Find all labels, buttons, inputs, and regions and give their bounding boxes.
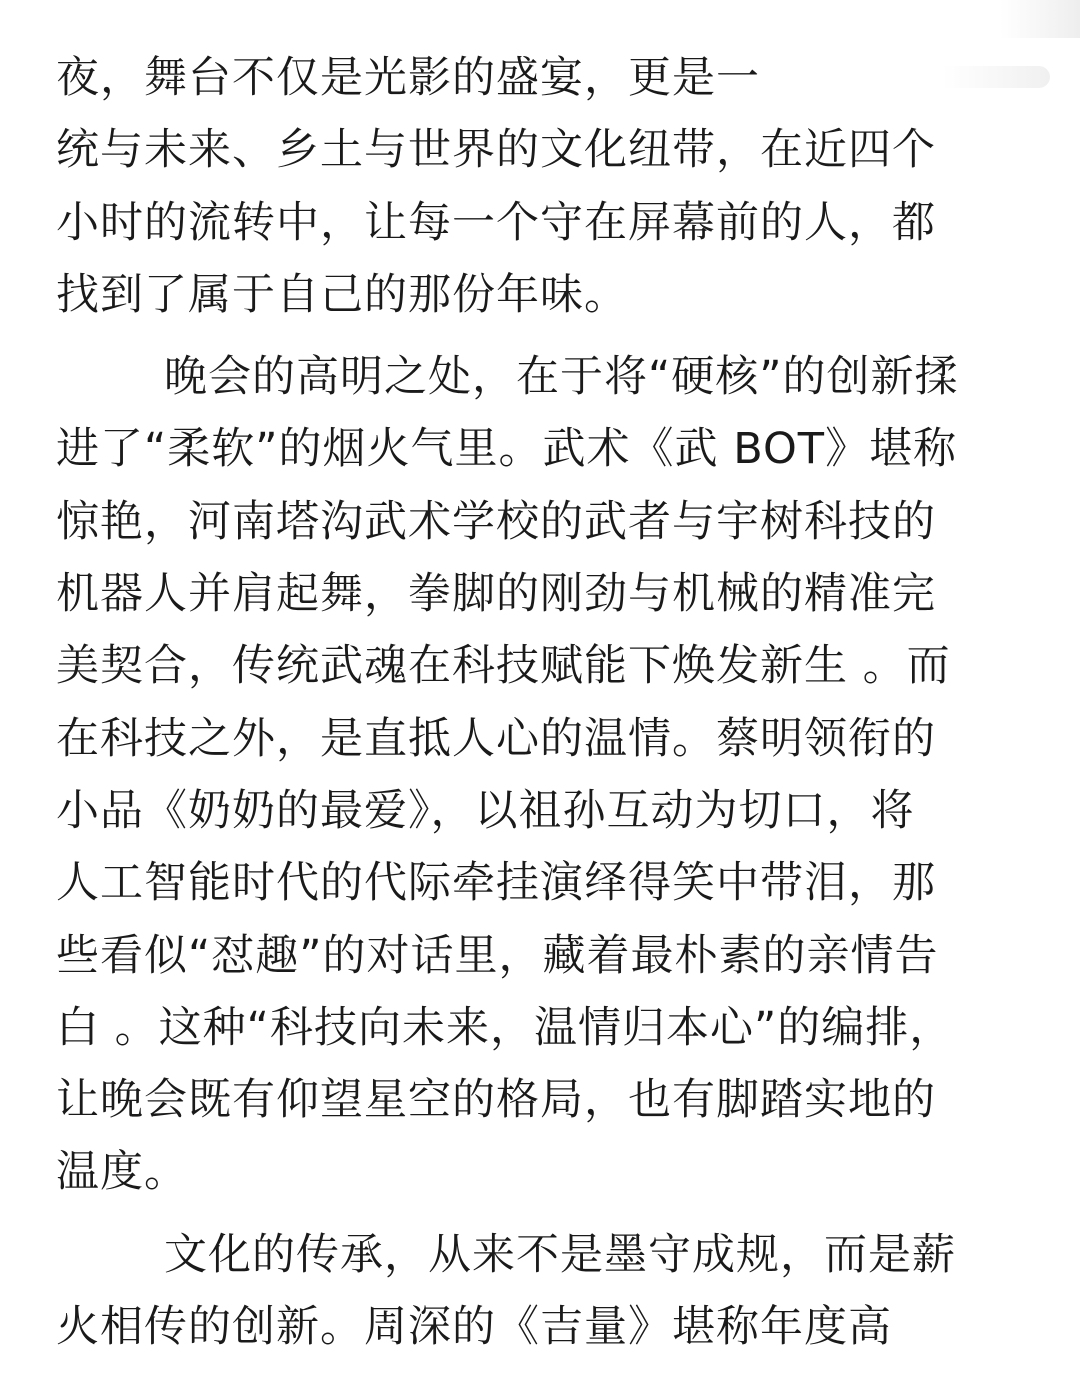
top-edge-shade xyxy=(1000,0,1080,38)
text-line: 在科技之外，是直抵人心的温情。蔡明领衔的 xyxy=(56,713,936,764)
text-line: 小时的流转中，让每一个守在屏幕前的人，都 xyxy=(56,197,936,248)
text-line: 机器人并肩起舞，拳脚的刚劲与机械的精准完 xyxy=(56,569,936,620)
paragraph-2 xyxy=(56,341,1028,1209)
text-line: 统与未来、乡土与世界的文化纽带，在近四个 xyxy=(56,125,936,176)
text-line: 晚会的高明之处，在于将“硬核”的创新揉 xyxy=(164,352,959,403)
text-line: 找到了属于自己的那份年味。 xyxy=(56,269,628,320)
text-fade-overlay xyxy=(782,66,1050,88)
text-line: 惊艳，河南塔沟武术学校的武者与宇树科技的 xyxy=(56,496,936,547)
text-line: 白 。这种“科技向未来，温情归本心”的编排， xyxy=(56,1002,954,1053)
text-line: 小品《奶奶的最爱》，以祖孙互动为切口，将 xyxy=(56,785,915,836)
text-line: 人工智能时代的代际牵挂演绎得笑中带泪，那 xyxy=(56,858,936,909)
text-line: 温度。 xyxy=(56,1147,188,1198)
paragraph-3 xyxy=(56,1219,1028,1364)
text-line: 文化的传承，从来不是墨守成规，而是薪 xyxy=(164,1229,956,1280)
text-line: 美契合，传统武魂在科技赋能下焕发新生 。而 xyxy=(56,641,951,692)
text-line: 火相传的创新。周深的《吉量》堪称年度高 xyxy=(56,1302,892,1353)
text-line: 些看似“怼趣”的对话里，藏着最朴素的亲情告 xyxy=(56,930,939,981)
article-body xyxy=(56,42,1028,1363)
text-line: 夜，舞台不仅是光影的盛宴，更是一 xyxy=(56,53,760,103)
text-line: 进了“柔软”的烟火气里。武术《武 BOT》堪称 xyxy=(56,424,958,475)
text-line: 让晚会既有仰望星空的格局，也有脚踏实地的 xyxy=(56,1075,936,1126)
